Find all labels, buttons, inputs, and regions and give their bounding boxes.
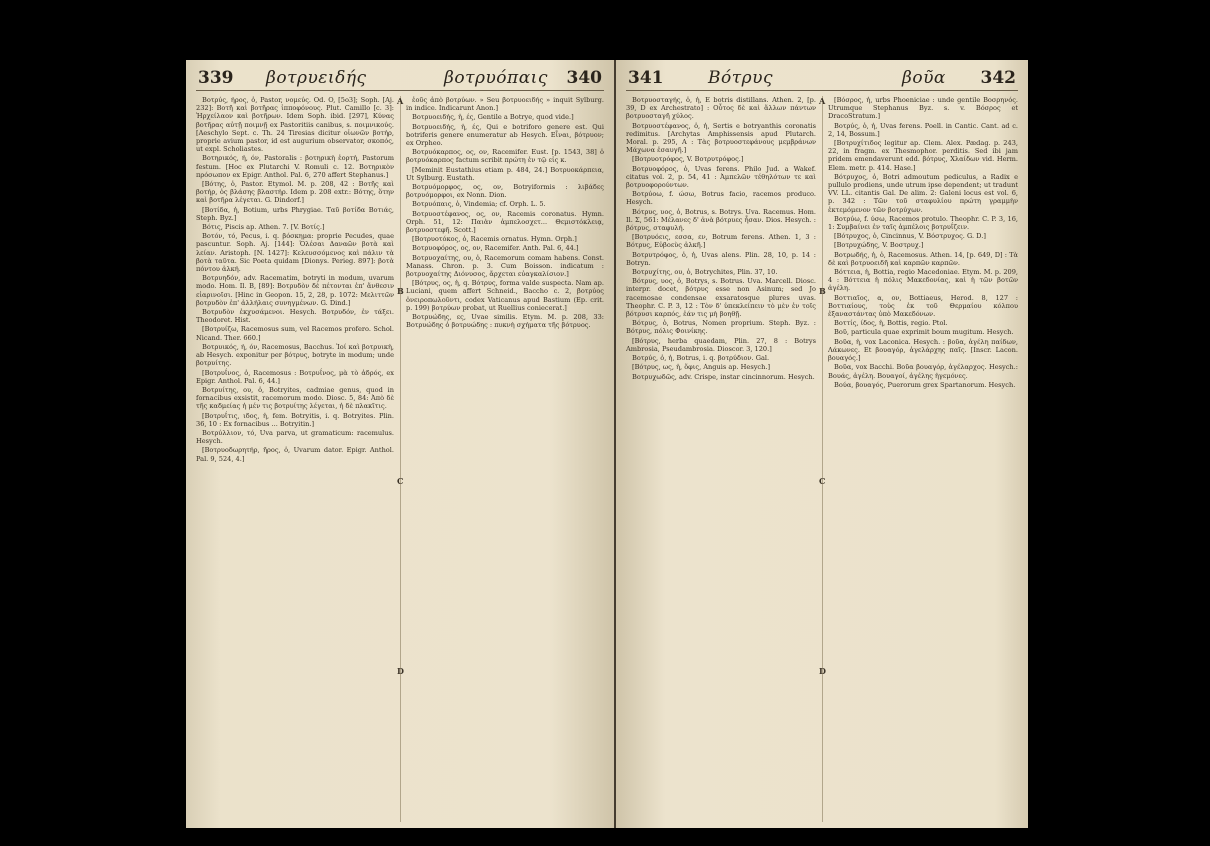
dictionary-entry: Βοτρυδὸν ἐκχυσάμενοι. Hesych. Βοτρυδόν, ἐν τάξει. Theodoret. Hist.: [196, 308, 394, 325]
dictionary-entry: [Βοτρυοδωρητήρ, ῆρος, ὁ, Uvarum dator. Epigr. Anthol. Pal. 9, 524, 4.]: [196, 446, 394, 463]
right-page-headword-b: βοῦα: [902, 68, 946, 88]
dictionary-entry: Βότρυς, υος, ὁ, Botrus, s. Botrys. Uva. Racemus. Hom. Il. Σ, 561: Μέλανες δ' ἀνὰ βότρυες ἦσαν. Dios. Hesych. : βότρυς, σταφυλή.: [626, 207, 816, 233]
left-page-headword-b: βοτρυόπαις: [444, 68, 548, 88]
dictionary-entry: Βοττιαῖος, α, ον, Bottiaeus, Herod. 8, 127 : Βοττιαίους, τοὺς ἐκ τοῦ Θερμαίου κόλπου ἐξαναστάντας ὑπὸ Μακεδόνων.: [828, 293, 1018, 319]
dictionary-entry: Βοτρυίτης, ου, ὁ, Botryites, cadmiae genus, quod in fornacibus exsistit, racemorum modo. Diosc. 5, 84: Ἀπὸ δὲ τῆς καδμείας ἡ μέν τις βοτρυίτης λέγεται, ἡ δὲ πλακῖτις.: [196, 385, 394, 411]
dictionary-entry: Βότρυς, υος, ὁ, Botrys, s. Botrus. Uva. Marcell. Diosc. interpr. docet, βότρυς esse non Asinum; sed Jo racemosae condensae exsaratosque plures uvas. Theophr. C. P. 3, 12 : Τὸν δ' ὑπεκλείπειν τὸ μὲν ἐν τοῖς βότρυσι καρπός, ἐάν τις μὴ βοηθῇ.: [626, 277, 816, 319]
dictionary-entry: Βοτρυοφόρος, ος, ον, Racemifer. Anth. Pal. 6, 44.]: [412, 244, 579, 253]
dictionary-entry: Βοτρύς, ὁ, ἡ, Uvas ferens. Poell. in Cantic. Cant. ad c. 2, 14, Bossum.]: [828, 121, 1018, 138]
right-column-divider: [822, 96, 823, 822]
dictionary-entry: Βοῦ, particula quae exprimit boum mugitum. Hesych.: [834, 328, 1014, 337]
dictionary-entry: [Βοτρυόεις, εσσα, εν, Botrum ferens. Athen. 1, 3 : Βότρυς, Εὐβοεὺς ἀλκῆ.]: [626, 233, 816, 250]
dictionary-entry: Βοτόν, τό, Pecus, i. q. βόσκημα: proprie Pecudes, quae pascuntur. Soph. Aj. [144]: Ὁλέσαι Δαναῶν βοτὰ καὶ λείαν. Aristoph. [N. 1427]: Κελευσσόμενος καὶ πάλιν τὰ βοτὰ ταῦτα. Sic Poeta quidam [Dionys. Perieg. 897]: βοτὰ πόντου ἀλκή.: [196, 232, 394, 274]
dictionary-entry: Βοτρυοστέφανος, ὁ, ἡ, Sertis e botryanthis coronatis redimitus. [Archytas Amphissensis apud Plutarch. Moral. p. 295, A : Τὰς βοτρυοστεφάνους μεμβράνων Μάχωνα ἐσαυγῆ.]: [626, 121, 816, 155]
dictionary-entry: Βοτρυόπαις, ὁ, Vindemia; cf. Orph. L. 5.: [412, 200, 546, 209]
dictionary-entry: Βοτρύω, f. ύσω, Racemos protulo. Theophr. C. P. 3, 16, 1: Συμβαίνει ἐν ταῖς ἀμπέλοις βοτρυΐζειν.: [828, 214, 1018, 232]
left-page-number-b: 340: [566, 68, 602, 88]
dictionary-entry: [Βότρυς, ως, ἡ, ὄφις, Anguis ap. Hesych.]: [632, 363, 771, 372]
right-page-number-b: 342: [980, 68, 1016, 88]
right-header-rule: [626, 90, 1018, 91]
dictionary-entry: Βοττίς, ίδος, ἡ, Bottis, regio. Ptol.: [834, 319, 948, 328]
left-marker-c: C: [397, 476, 404, 486]
dictionary-entry: Βοτρυοσταγής, ὁ, ἡ, E botris distillans. Athen. 2, [p. 39, D ex Archestrato] : Οὗτος δὲ καὶ ἄλλων πάντων βοτρυοσταγῆ χύλος.: [626, 96, 816, 121]
dictionary-entry: [Βοτρυοτρόφος, V. Βοτρυτρόφος.]: [632, 155, 744, 164]
dictionary-entry: Βοτρυτρόφος, ὁ, ἡ, Uvas alens. Plin. 28, 10, p. 14 : Botryn.: [626, 250, 816, 267]
dictionary-entry: Βούα, βουαγός, Puerorum grex Spartanorum. Hesych.: [834, 380, 1016, 389]
dictionary-entry: Βότρυς, ὁ, Botrus, Nomen proprium. Steph. Byz. : Βότρυς, πόλις Φοινίκης.: [626, 319, 816, 336]
right-column-b: [828, 96, 1018, 822]
left-column-a: [196, 96, 394, 822]
left-marker-b: B: [397, 286, 404, 296]
left-page-headword-a: βοτρυειδής: [266, 68, 367, 88]
dictionary-entry: Βοτρύς, ήρος, ὁ, Pastor, νομεύς. Od. O, [5o3]; Soph. [Aj. 232]: Βοτῆ καὶ βοτῆρας ἱπποφόνους. Plut. Camillo [c. 3]: Ἠρχείλαον καὶ βοτῆρων. Idem Soph. ibid. [297], Κύνας βοτῆρας αὐτῇ ποιμνῇ ex Pastoritiis canibus, s. ποιμνικούς. [Aeschylo Sept. c. Th. 24 Tiresias dicitur οἰωνῶν βοτήρ, proprie avium pastor, id est augurium observator, σκοπός, ut expl. Scholiastes.: [196, 96, 394, 154]
dictionary-entry: Βοτρύς, ὁ, ἡ, Botrus, i. q. βοτρύδιον. Gal.: [632, 354, 770, 363]
right-page: [616, 60, 1028, 828]
dictionary-entry: [Βοτρυΐτις, ιδος, ἡ, fem. Botryitis, i. q. Botryites. Plin. 36, 10 : Ex fornacibus ... Botryitin.]: [196, 411, 394, 428]
right-marker-a: A: [819, 96, 826, 106]
right-page-number-a: 341: [628, 68, 664, 88]
dictionary-entry: [Βότρυς, ος, ἡ, q. Βότρυς, forma valde suspecta. Nam ap. Luciani, quem affert Schneid., Baccho c. 2, βοτρύος ὀνειροπωλοῦντι, codex Vaticanus apud Bastium (Ep. crit. p. 199) βοτρύων probat, ut Ruellius coniecerat.]: [406, 279, 604, 312]
dictionary-entry: Βοτρυώδης, ες, Uvae similis. Etym. M. p. 208, 33: Βοτρυώδης ὁ βοτρυώδης : πυκνὴ σχήματα τῆς βότρυος.: [406, 313, 604, 330]
dictionary-entry: [Βοτρυΐνος, ὁ, Racemosus : Βοτρυΐνος, μὰ τὸ ἁδρός, ex Epigr. Anthol. Pal. 6, 44.]: [196, 368, 394, 385]
dictionary-entry: Βότις, Piscis ap. Athen. 7. [V. Βοτίς.]: [202, 223, 325, 232]
dictionary-entry: [Βοτίδα, ἡ, Botium, urbs Phrygiae. Ταῦ βοτίδα Βοτιάς, Steph. Byz.]: [196, 205, 394, 222]
left-marker-a: A: [397, 96, 404, 106]
dictionary-entry: Βοτρυοφόρος, ὁ, Uvas ferens. Philo Jud. a Wakef. citatus vol. 2, p. 54, 41 : Ἀμπελῶν τέθηλότων τε καὶ βοτρυοφορούντων.: [626, 164, 816, 190]
dictionary-entry: [Βότρυς, herba quaedam, Plin. 27, 8 : Botrys Ambrosia, Pseudambrosia. Dioscor. 3, 120.]: [626, 336, 816, 353]
dictionary-entry: Βοτρυόκαρπος, ος, ον, Racemifer. Eust. [p. 1543, 38] ὁ βοτρυόκαρπος factum scribit πρώτη ἐν τῷ εἰς κ.: [406, 148, 604, 165]
dictionary-entry: [Βοτρυίζω, Racemosus sum, vel Racemos profero. Schol. Nicand. Ther. 660.]: [196, 325, 394, 342]
left-column-b: [406, 96, 604, 822]
right-marker-b: B: [819, 286, 826, 296]
dictionary-entry: Βοτρυχωδῶς, adv. Crispe, instar cincinnorum. Hesych.: [632, 372, 815, 381]
dictionary-entry: [Meminit Eustathius etiam p. 484, 24.] Βοτρυοκάρπεια, Ut Sylburg. Eustath.: [406, 165, 604, 182]
dictionary-entry: [Βόσρος, ἡ, urbs Phoeniciae : unde gentile Βοσρηνός. Utrumque Stephanus Byz. s. v. Βόσρος et DracoStratum.]: [828, 96, 1018, 121]
left-page-number-a: 339: [198, 68, 234, 88]
dictionary-entry: Βοτρυοειδής, ἡ, ές, Gentile a Botrye, quod vide.]: [412, 113, 574, 122]
dictionary-entry: Βοτρωδής, ἡ, ὁ, Racemosus. Athen. 14, [p. 649, D] : Τὰ δὲ καὶ βοτρυοειδῆ καὶ καρπῶν καρπῶν.: [828, 250, 1018, 267]
left-header-rule: [196, 90, 604, 91]
right-marker-c: C: [819, 476, 826, 486]
dictionary-entry: Βοῦα, ἡ, vox Laconica. Hesych. : βοῦα, ἀγέλη παίδων, Λάκωνες. Et βουαγόρ, ἀγελάρχης παῖς. [Inscr. Lacon. βουαγός.]: [828, 337, 1018, 363]
dictionary-entry: Βοτρυοχαίτης, ου, ὁ, Racemorum comam habens. Const. Manass. Chron. p. 3. Cum Boisson. indicatum : βοτρυοχαίτης Διόνυσος, ἄρχεται εὐαγκαλίσιον.]: [406, 253, 604, 279]
dictionary-entry: Βότρυχος, ὁ, Botri admoutum pediculus, a Radix e pullulo prodiens, unde utrum ipse dependent; ut tradunt VV. LL. citantis Gal. De alim. 2: Galeni locus est vol. 6, p. 342 : Τῶν τοῦ σταφυλίου πρώτη γραμμὴν ἐκτεμόμενον τῶν βοτρύχων.: [828, 172, 1018, 214]
dictionary-entry: Βοτρυοστέφανος, ος, ον, Racemis coronatus. Hymn. Orph. 51, 12: Παιὰν ἀμπελοσχετ... Θεμιστόκλειᾳ, βοτρυοστεφῆ. Scott.]: [406, 209, 604, 235]
right-columns: [626, 96, 1018, 822]
left-columns: [196, 96, 604, 822]
right-column-a: [626, 96, 816, 822]
dictionary-entry: Βοτρύλλιον, τό, Uva parva, ut gramaticum: racemulus. Hesych.: [196, 428, 394, 446]
right-page-headword-a: Βότρυς: [708, 68, 773, 88]
dictionary-entry: Βοτρυχίτης, ου, ὁ, Botrychites, Plin. 37, 10.: [632, 268, 778, 277]
dictionary-entry: Βοτρυηδόν, adv. Racematim, botryti in modum, uvarum modo. Hom. Il. B, [89]: Βοτρυδὸν δὲ πέτονται ἐπ' ἄνθεσιν εἰαρινοῖσι. [Hinc in Geopon. 15, 2, 28, p. 1072: Μελιττῶν βοτρυδὸν ἐπ' ἀλλήλαις συνηγμένων. G. Dind.]: [196, 274, 394, 307]
dictionary-entry: [Βοτρυχίτιδος legitur ap. Clem. Alex. Pædag. p. 243, 22, in fragm. ex Thesmophor. perditis. Sed ibi jam pridem emendaverunt edd. βότρυς, Χλαίδων vid. Herm. Elem. metr. p. 414. Hase.]: [828, 139, 1018, 172]
dictionary-entry: [Βότρυχος, ὁ, Cincinnus, V. Βόστρυχος. G. D.]: [834, 232, 986, 241]
dictionary-entry: Βοτρυοειδής, ἡ, ές, Qui e botriforo genere est. Qui botriferis genere enumeratur ab Hesych. Εἶναι, βότρυον; ex Orpheo.: [406, 122, 604, 148]
dictionary-entry: Βοῦα, vox Bacchi. Βοῦα βουαγόρ, ἀγέλαρχος. Hesych.: Βουάς, ἀγέλη. Βουαγοί, ἀγέλης ἡγεμόνες.: [828, 363, 1018, 380]
left-marker-d: D: [397, 666, 404, 676]
left-page: [186, 60, 614, 828]
dictionary-entry: [Βοτρυοτόκος, ὁ, Racemis ornatus. Hymn. Orph.]: [412, 235, 577, 244]
dictionary-entry: Βοτηρικός, ή, όν, Pastoralis : βοτηρικὴ ἑορτή, Pastorum festum. [Hoc ex Plutarchi V. Romuli c. 12. Βοτηρικὸν πρόσωπον ex Epigr. Anthol. Pal. 6, 270 affert Stephanus.]: [196, 154, 394, 179]
right-marker-d: D: [819, 666, 826, 676]
dictionary-entry: Βοτρυικός, ή, όν, Racemosus, Bacchus. Ἰοί καὶ βοτρυικὴ, ab Hesych. exponitur per βότρυς, botryte in modum; unde βοτρυίτης.: [196, 342, 394, 368]
dictionary-entry: Βόττεια, ἡ, Bottia, regio Macedoniae. Etym. M. p. 209, 4 : Βόττεια ἡ πόλις Μακεδονίας, καὶ ἡ τῶν βοτῶν ἀγέλη.: [828, 268, 1018, 293]
left-column-divider: [400, 96, 401, 822]
right-page-header: [626, 68, 1018, 92]
left-page-header: [196, 68, 604, 92]
dictionary-entry: ἐοῦς ἀπὸ βοτρύων. » Seu βοτρυοειδής » inquit Sylburg. in indice. Indicarunt Anon.]: [406, 96, 604, 113]
dictionary-entry: [Βότης, ὁ, Pastor. Etymol. M. p. 208, 42 : Βοτῆς καὶ βοτήρ, ὁς βλάσης βλαστήρ. Idem p. 208 extr.: Βότης, ὅτην καὶ βοτῆρα λέγεται. G. Dindorf.]: [196, 180, 394, 205]
dictionary-entry: Βοτρυόμορφος, ος, ον, Botryiformis : λιβάδες βοτρυόμορφοι, ex Nonn. Dion.: [406, 183, 604, 200]
dictionary-entry: [Βοτρυχώδης, V. Βοστρυχ.]: [834, 241, 924, 250]
dictionary-entry: Βοτρύοω, f. ώσω, Botrus facio, racemos produco. Hesych.: [626, 190, 816, 207]
